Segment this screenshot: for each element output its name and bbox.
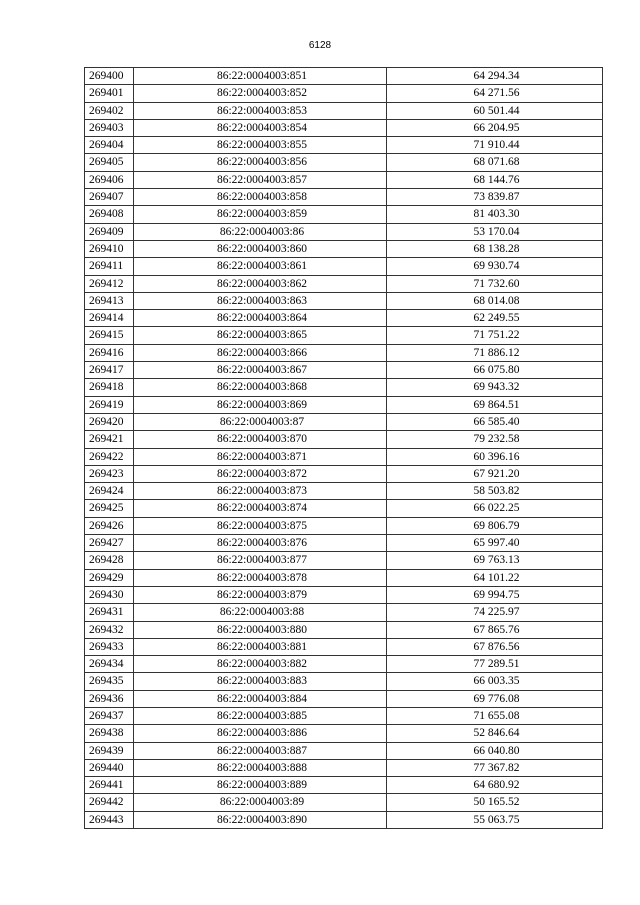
table-row	[85, 102, 603, 119]
cadastral-number: 86:22:0004003:861	[134, 258, 387, 275]
cadastral-value: 81 403.30	[387, 206, 603, 223]
table-row	[85, 189, 603, 206]
row-number: 269418	[85, 379, 134, 396]
cadastral-number: 86:22:0004003:874	[134, 500, 387, 517]
table-row	[85, 223, 603, 240]
row-number: 269403	[85, 119, 134, 136]
table-row	[85, 310, 603, 327]
cadastral-number: 86:22:0004003:864	[134, 310, 387, 327]
row-number: 269420	[85, 413, 134, 430]
cadastral-number: 86:22:0004003:857	[134, 171, 387, 188]
cadastral-value: 71 655.08	[387, 707, 603, 724]
row-number: 269425	[85, 500, 134, 517]
table-row	[85, 777, 603, 794]
cadastral-value: 69 864.51	[387, 396, 603, 413]
row-number: 269410	[85, 240, 134, 257]
row-number: 269428	[85, 552, 134, 569]
table-row	[85, 725, 603, 742]
table-row	[85, 171, 603, 188]
row-number: 269429	[85, 569, 134, 586]
cadastral-value: 50 165.52	[387, 794, 603, 811]
row-number: 269416	[85, 344, 134, 361]
cadastral-number: 86:22:0004003:879	[134, 586, 387, 603]
cadastral-number: 86:22:0004003:890	[134, 811, 387, 828]
cadastral-value: 71 732.60	[387, 275, 603, 292]
cadastral-value: 62 249.55	[387, 310, 603, 327]
cadastral-number: 86:22:0004003:875	[134, 517, 387, 534]
cadastral-number: 86:22:0004003:885	[134, 707, 387, 724]
row-number: 269436	[85, 690, 134, 707]
row-number: 269431	[85, 604, 134, 621]
table-row	[85, 448, 603, 465]
cadastral-number: 86:22:0004003:877	[134, 552, 387, 569]
table-row	[85, 344, 603, 361]
row-number: 269442	[85, 794, 134, 811]
table-row	[85, 431, 603, 448]
page-number: 6128	[308, 40, 332, 51]
row-number: 269419	[85, 396, 134, 413]
cadastral-number: 86:22:0004003:859	[134, 206, 387, 223]
row-number: 269417	[85, 362, 134, 379]
cadastral-number: 86:22:0004003:889	[134, 777, 387, 794]
table-row	[85, 517, 603, 534]
table-body	[85, 68, 603, 829]
cadastral-number: 86:22:0004003:869	[134, 396, 387, 413]
row-number: 269433	[85, 638, 134, 655]
row-number: 269422	[85, 448, 134, 465]
cadastral-number: 86:22:0004003:862	[134, 275, 387, 292]
row-number: 269411	[85, 258, 134, 275]
row-number: 269402	[85, 102, 134, 119]
cadastral-number: 86:22:0004003:872	[134, 465, 387, 482]
cadastral-number: 86:22:0004003:851	[134, 68, 387, 85]
row-number: 269414	[85, 310, 134, 327]
cadastral-value: 79 232.58	[387, 431, 603, 448]
table-row	[85, 206, 603, 223]
cadastral-value: 74 225.97	[387, 604, 603, 621]
cadastral-number: 86:22:0004003:856	[134, 154, 387, 171]
cadastral-value: 71 886.12	[387, 344, 603, 361]
cadastral-number: 86:22:0004003:866	[134, 344, 387, 361]
row-number: 269408	[85, 206, 134, 223]
row-number: 269441	[85, 777, 134, 794]
table-row	[85, 483, 603, 500]
row-number: 269430	[85, 586, 134, 603]
cadastral-number: 86:22:0004003:873	[134, 483, 387, 500]
table-row	[85, 759, 603, 776]
table-row	[85, 413, 603, 430]
row-number: 269413	[85, 292, 134, 309]
cadastral-value: 64 101.22	[387, 569, 603, 586]
cadastral-number: 86:22:0004003:860	[134, 240, 387, 257]
table-row	[85, 240, 603, 257]
table-row	[85, 621, 603, 638]
row-number: 269412	[85, 275, 134, 292]
cadastral-value: 66 585.40	[387, 413, 603, 430]
table-row	[85, 500, 603, 517]
table-row	[85, 137, 603, 154]
cadastral-number: 86:22:0004003:867	[134, 362, 387, 379]
cadastral-value: 66 075.80	[387, 362, 603, 379]
cadastral-table	[84, 67, 603, 829]
table-row	[85, 586, 603, 603]
table-row	[85, 742, 603, 759]
cadastral-value: 68 071.68	[387, 154, 603, 171]
table-row	[85, 569, 603, 586]
cadastral-value: 69 776.08	[387, 690, 603, 707]
cadastral-number: 86:22:0004003:880	[134, 621, 387, 638]
cadastral-value: 64 294.34	[387, 68, 603, 85]
cadastral-value: 77 367.82	[387, 759, 603, 776]
table-row	[85, 811, 603, 828]
table-row	[85, 154, 603, 171]
row-number: 269443	[85, 811, 134, 828]
cadastral-value: 55 063.75	[387, 811, 603, 828]
cadastral-number: 86:22:0004003:886	[134, 725, 387, 742]
cadastral-number: 86:22:0004003:870	[134, 431, 387, 448]
cadastral-number: 86:22:0004003:852	[134, 85, 387, 102]
cadastral-value: 68 014.08	[387, 292, 603, 309]
table-row	[85, 292, 603, 309]
cadastral-value: 67 865.76	[387, 621, 603, 638]
table-row	[85, 656, 603, 673]
cadastral-value: 66 003.35	[387, 673, 603, 690]
cadastral-value: 68 144.76	[387, 171, 603, 188]
cadastral-value: 68 138.28	[387, 240, 603, 257]
row-number: 269432	[85, 621, 134, 638]
table-row	[85, 85, 603, 102]
table-row	[85, 379, 603, 396]
cadastral-value: 69 930.74	[387, 258, 603, 275]
cadastral-value: 64 271.56	[387, 85, 603, 102]
row-number: 269401	[85, 85, 134, 102]
table-row	[85, 690, 603, 707]
row-number: 269421	[85, 431, 134, 448]
cadastral-value: 60 396.16	[387, 448, 603, 465]
row-number: 269405	[85, 154, 134, 171]
row-number: 269400	[85, 68, 134, 85]
table-row	[85, 275, 603, 292]
row-number: 269406	[85, 171, 134, 188]
table-row	[85, 327, 603, 344]
row-number: 269415	[85, 327, 134, 344]
table-row	[85, 673, 603, 690]
cadastral-number: 86:22:0004003:853	[134, 102, 387, 119]
row-number: 269435	[85, 673, 134, 690]
cadastral-number: 86:22:0004003:855	[134, 137, 387, 154]
cadastral-number: 86:22:0004003:883	[134, 673, 387, 690]
cadastral-value: 65 997.40	[387, 535, 603, 552]
row-number: 269423	[85, 465, 134, 482]
row-number: 269439	[85, 742, 134, 759]
row-number: 269404	[85, 137, 134, 154]
cadastral-number: 86:22:0004003:865	[134, 327, 387, 344]
cadastral-number: 86:22:0004003:871	[134, 448, 387, 465]
table-row	[85, 68, 603, 85]
table-row	[85, 552, 603, 569]
row-number: 269434	[85, 656, 134, 673]
row-number: 269424	[85, 483, 134, 500]
cadastral-number: 86:22:0004003:887	[134, 742, 387, 759]
cadastral-value: 60 501.44	[387, 102, 603, 119]
cadastral-number: 86:22:0004003:89	[134, 794, 387, 811]
row-number: 269409	[85, 223, 134, 240]
cadastral-value: 69 994.75	[387, 586, 603, 603]
table-row	[85, 258, 603, 275]
row-number: 269407	[85, 189, 134, 206]
cadastral-value: 71 751.22	[387, 327, 603, 344]
cadastral-value: 71 910.44	[387, 137, 603, 154]
cadastral-number: 86:22:0004003:888	[134, 759, 387, 776]
cadastral-number: 86:22:0004003:863	[134, 292, 387, 309]
row-number: 269438	[85, 725, 134, 742]
table-row	[85, 707, 603, 724]
table-row	[85, 638, 603, 655]
cadastral-value: 64 680.92	[387, 777, 603, 794]
cadastral-value: 66 204.95	[387, 119, 603, 136]
cadastral-number: 86:22:0004003:854	[134, 119, 387, 136]
cadastral-value: 77 289.51	[387, 656, 603, 673]
table-row	[85, 396, 603, 413]
cadastral-value: 67 921.20	[387, 465, 603, 482]
cadastral-number: 86:22:0004003:868	[134, 379, 387, 396]
cadastral-value: 73 839.87	[387, 189, 603, 206]
cadastral-number: 86:22:0004003:88	[134, 604, 387, 621]
table-row	[85, 535, 603, 552]
cadastral-number: 86:22:0004003:87	[134, 413, 387, 430]
table-row	[85, 604, 603, 621]
cadastral-value: 67 876.56	[387, 638, 603, 655]
cadastral-number: 86:22:0004003:882	[134, 656, 387, 673]
cadastral-number: 86:22:0004003:858	[134, 189, 387, 206]
table-row	[85, 119, 603, 136]
cadastral-value: 66 040.80	[387, 742, 603, 759]
cadastral-number: 86:22:0004003:876	[134, 535, 387, 552]
table-row	[85, 794, 603, 811]
row-number: 269437	[85, 707, 134, 724]
row-number: 269426	[85, 517, 134, 534]
cadastral-number: 86:22:0004003:878	[134, 569, 387, 586]
cadastral-number: 86:22:0004003:884	[134, 690, 387, 707]
cadastral-value: 52 846.64	[387, 725, 603, 742]
cadastral-number: 86:22:0004003:86	[134, 223, 387, 240]
table-row	[85, 362, 603, 379]
cadastral-number: 86:22:0004003:881	[134, 638, 387, 655]
cadastral-value: 58 503.82	[387, 483, 603, 500]
row-number: 269440	[85, 759, 134, 776]
cadastral-value: 69 943.32	[387, 379, 603, 396]
cadastral-value: 69 806.79	[387, 517, 603, 534]
cadastral-value: 69 763.13	[387, 552, 603, 569]
cadastral-value: 53 170.04	[387, 223, 603, 240]
row-number: 269427	[85, 535, 134, 552]
cadastral-value: 66 022.25	[387, 500, 603, 517]
table-row	[85, 465, 603, 482]
